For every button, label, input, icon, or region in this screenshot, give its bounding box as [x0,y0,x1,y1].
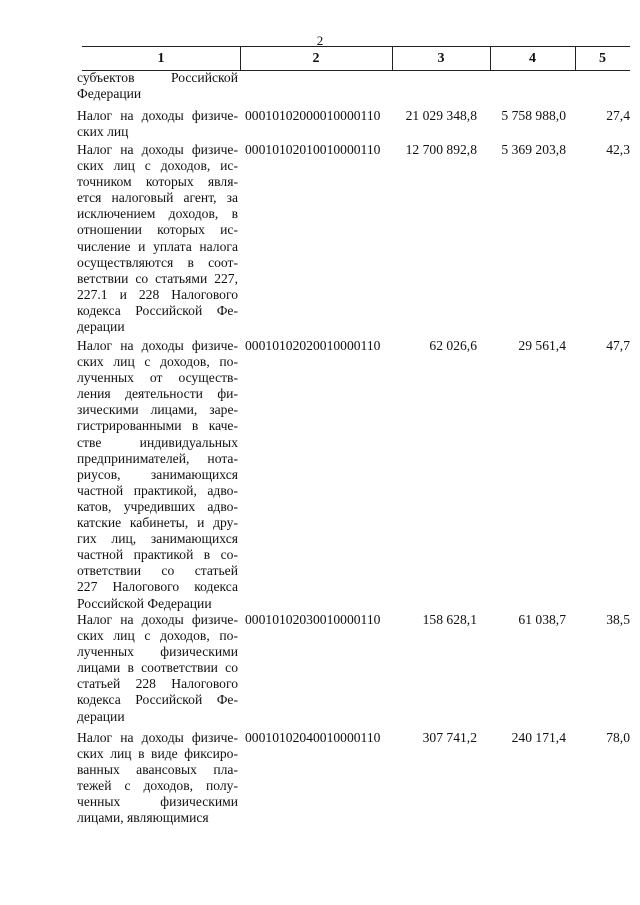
row-name-line: Федерации [77,86,142,102]
row-value3-cell: 62 026,6 [429,338,477,353]
row-name-cell [77,142,238,335]
row-name-line: субъектов Российской [77,70,238,85]
row-name-line: Налог на доходы физиче- [77,612,238,627]
row-name-line: лицами, являющимися [77,810,209,826]
row-name-line: ления деятельности фи- [77,386,238,402]
row-value3-cell: 21 029 348,8 [405,108,477,123]
row-code-cell: 00010102000010000110 [245,108,381,123]
row-name-cell [77,70,238,102]
row-name-line: гих лиц, занимающихся [77,531,238,547]
row-name-line: ских лиц с доходов, по- [77,628,238,644]
row-name-line: ских лиц [77,124,129,140]
row-name-line: зическими лицами, заре- [77,402,238,418]
column-header-5: 5 [599,51,606,66]
row-name-line: ченных физическими [77,794,238,810]
row-name-line: катов, учредивших адво- [77,498,238,514]
row-value3-cell: 158 628,1 [422,612,477,627]
row-name-line: частной практикой в со- [77,547,238,563]
row-name-line: предпринимателей, нота- [77,450,238,466]
row-name-line: кодекса Российской Фе- [77,302,238,318]
row-name-line: Российской Федерации [77,595,212,611]
row-name-line: кодекса Российской Фе- [77,692,238,708]
row-value4-cell: 29 561,4 [518,338,566,353]
row-code-cell: 00010102010010000110 [245,142,381,157]
column-header-3: 3 [437,51,445,66]
row-value5-cell: 42,3 [606,142,630,157]
row-value5-cell: 78,0 [606,730,630,745]
row-name-line: катские кабинеты, и дру- [77,515,238,531]
row-name-line: точником которых явля- [77,174,238,190]
row-value4-cell: 61 038,7 [518,612,566,627]
row-value4-cell: 240 171,4 [511,730,566,745]
row-code-cell: 00010102040010000110 [245,730,381,745]
row-name-line: лицами в соответствии со [77,660,238,676]
row-name-line: риусов, занимающихся [77,466,238,482]
page-number: 2 [316,33,324,48]
row-value3-cell: 12 700 892,8 [405,142,477,157]
row-name-line: ванных авансовых пла- [77,762,238,778]
row-value4-cell: 5 758 988,0 [501,108,566,123]
row-name-line: Налог на доходы физиче- [77,142,238,157]
row-name-line: ответствии со статьей [77,563,238,579]
row-code-cell: 00010102030010000110 [245,612,381,627]
row-name-line: дерации [77,708,125,724]
row-value4-cell: 5 369 203,8 [501,142,566,157]
row-name-line: лученных физическими [77,644,238,660]
row-name-line: ских лиц с доходов, ис- [77,158,238,174]
row-name-line: тежей с доходов, полу- [77,778,238,794]
row-name-line: гистрированными в каче- [77,418,238,434]
row-name-cell [77,612,238,725]
row-value5-cell: 27,4 [606,108,630,123]
row-name-line: исключением доходов, в [77,206,238,222]
row-name-line: ских лиц в виде фиксиро- [77,746,238,762]
row-name-cell [77,730,238,827]
row-name-line: дерации [77,319,125,335]
row-name-line: Налог на доходы физиче- [77,338,238,353]
row-value5-cell: 47,7 [606,338,630,353]
row-name-line: стве индивидуальных [77,434,238,450]
row-name-line: лученных от осуществ- [77,370,238,386]
row-value5-cell: 38,5 [606,612,630,627]
column-header-4: 4 [529,51,536,66]
row-name-line: статьей 228 Налогового [77,676,238,692]
row-name-line: частной практикой, адво- [77,482,238,498]
row-name-line: отношении которых ис- [77,222,238,238]
column-header-1: 1 [157,51,165,66]
row-name-cell [77,108,238,140]
row-name-cell [77,338,238,612]
row-name-line: ветствии со статьями 227, [77,270,238,286]
row-name-line: ется налоговый агент, за [77,190,238,206]
header-top-border [82,46,630,47]
row-name-line: 227.1 и 228 Налогового [77,286,238,302]
row-value3-cell: 307 741,2 [422,730,477,745]
row-name-line: Налог на доходы физиче- [77,108,238,123]
row-name-line: осуществляются в соот- [77,254,238,270]
row-name-line: ских лиц с доходов, по- [77,354,238,370]
row-name-line: числение и уплата налога [77,238,238,254]
row-name-line: 227 Налогового кодекса [77,579,238,595]
row-code-cell: 00010102020010000110 [245,338,381,353]
row-name-line: Налог на доходы физиче- [77,730,238,745]
column-header-2: 2 [312,51,320,66]
